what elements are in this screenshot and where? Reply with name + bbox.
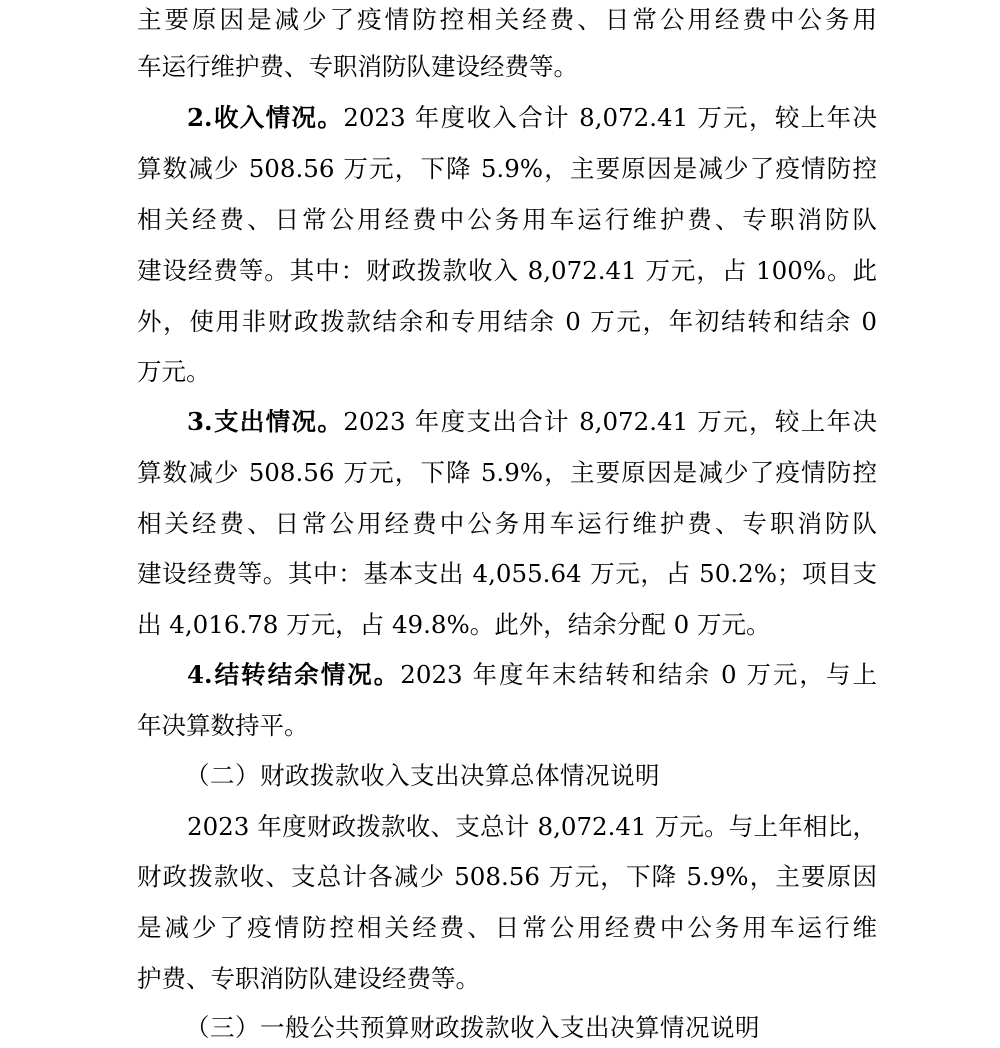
paragraph-line: 护费、专职消防队建设经费等。 (137, 964, 480, 993)
section-heading: （二）财政拨款收入支出决算总体情况说明 (185, 761, 660, 790)
paragraph-line: 2023 年度财政拨款收、支总计 8,072.41 万元。与上年相比， (187, 812, 877, 841)
expense-paragraph-first-line (137, 402, 877, 442)
paragraph-line: 主要原因是减少了疫情防控相关经费、日常公用经费中公务用 (137, 5, 877, 34)
paragraph-line: 车运行维护费、专职消防队建设经费等。 (137, 52, 578, 81)
income-paragraph-first-line (137, 98, 877, 138)
paragraph-text: 2023 年度收入合计 8,072.41 万元，较上年决 (343, 103, 877, 132)
expense-heading: 3.支出情况。 (187, 407, 344, 436)
paragraph-line: 算数减少 508.56 万元，下降 5.9%，主要原因是减少了疫情防控 (137, 154, 877, 183)
paragraph-line: 算数减少 508.56 万元，下降 5.9%，主要原因是减少了疫情防控 (137, 458, 877, 487)
paragraph-line: 财政拨款收、支总计各减少 508.56 万元，下降 5.9%，主要原因 (137, 862, 877, 891)
paragraph-line: 相关经费、日常公用经费中公务用车运行维护费、专职消防队 (137, 509, 877, 538)
paragraph-line: 万元。 (137, 357, 211, 386)
paragraph-line: 出 4,016.78 万元，占 49.8%。此外，结余分配 0 万元。 (137, 610, 771, 639)
paragraph-line: 是减少了疫情防控相关经费、日常公用经费中公务用车运行维 (137, 913, 877, 942)
paragraph-text: 2023 年度支出合计 8,072.41 万元，较上年决 (343, 407, 877, 436)
paragraph-line: 相关经费、日常公用经费中公务用车运行维护费、专职消防队 (137, 205, 877, 234)
paragraph-text: 2023 年度年末结转和结余 0 万元，与上 (400, 660, 877, 689)
carryover-paragraph-first-line (137, 655, 877, 695)
paragraph-line: 年决算数持平。 (137, 711, 309, 740)
paragraph-line: 外，使用非财政拨款结余和专用结余 0 万元，年初结转和结余 0 (137, 307, 877, 336)
income-heading: 2.收入情况。 (187, 103, 344, 132)
carryover-heading: 4.结转结余情况。 (187, 660, 401, 689)
paragraph-line: 建设经费等。其中：财政拨款收入 8,072.41 万元，占 100%。此 (137, 256, 877, 285)
paragraph-line: 建设经费等。其中：基本支出 4,055.64 万元，占 50.2%；项目支 (137, 559, 877, 588)
section-heading: （三）一般公共预算财政拨款收入支出决算情况说明 (185, 1013, 760, 1042)
